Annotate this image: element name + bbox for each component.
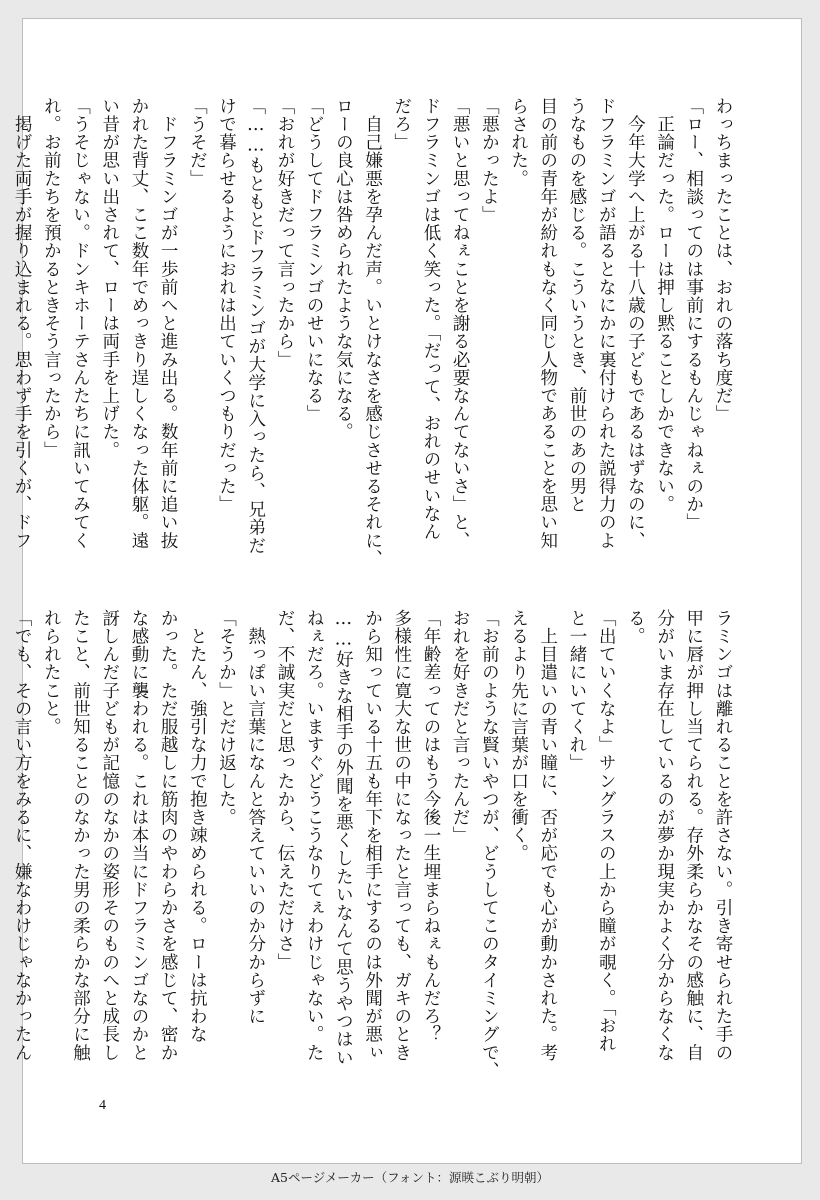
text-line: 「ロー、相談ってのは事前にするもんじゃねぇのか」 [683,97,704,532]
text-line: 「年齢差ってのはもう今後一生埋まらねぇもんだろ？ [420,609,441,1044]
text-line: い昔が思い出されて、ローは両手を上げた。 [99,97,120,459]
text-line: 目の前の青年が紛れもなく同じ人物であることを思い知 [537,97,558,550]
text-line: ローの良心は咎められたような気になる。 [333,97,354,441]
text-line: ドフラミンゴが一歩前へと進み出る。数年前に追い抜 [158,97,179,550]
text-line: から知っている十五も年下を相手にするのは外聞が悪ぃ [362,609,383,1062]
text-line: ラミンゴは離れることを許さない。引き寄せられた手の [713,609,733,1062]
text-line: 「うそじゃない。ドンキホーテさんたちに訊いてみてく [70,97,91,550]
text-line: 「おれが好きだって言ったから」 [274,97,295,369]
text-line: な感動に襲われる。これは本当にドフラミンゴなのかと [128,609,149,1062]
text-line: らされた。 [508,97,529,188]
text-line: 「悪いと思ってねぇことを謝る必要なんてないさ」と、 [450,97,471,550]
text-line: 訝しんだ子どもが記憶のなかの姿形そのものへと成長し [99,609,120,1062]
text-line: 正論だった。ローは押し黙ることしかできない。 [654,97,675,514]
text-line: ドフラミンゴが語るとなにかに裏付けられた説得力のよ [596,97,617,550]
text-line: 自己嫌悪を孕んだ声。いとけなさを感じさせるそれに、 [362,97,383,568]
text-line: ……好きな相手の外聞を悪くしたいなんて思うやつはい [333,609,354,1067]
text-line: かった。ただ服越しに筋肉のやわらかさを感じて、密か [158,609,179,1062]
text-line: 「どうしてドフラミンゴのせいになる」 [304,97,325,423]
text-line: 「でも、その言い方をみるに、嫌なわけじゃなかったん [12,609,33,1062]
text-line: れ。お前たちを預かるときそう言ったから」 [41,97,62,459]
text-line: けで暮らせるようにおれは出ていくつもりだった」 [216,97,237,514]
text-line: れられたこと。 [41,609,62,736]
text-line: わっちまったことは、おれの落ち度だ」 [713,97,733,423]
text-line: 「……もともとドフラミンゴが大学に入ったら、兄弟だ [245,97,266,555]
text-line: 「出ていくなよ」サングラスの上から瞳が覗く。「おれ [596,609,617,1053]
text-line: かれた背丈、ここ数年でめっきり逞しくなった体躯。遠 [128,97,149,550]
text-line: 多様性に寛大な世の中になったと言っても、ガキのとき [391,609,412,1062]
lower-text-block [12,609,737,1089]
text-line: 分がいま存在しているのが夢か現実かよく分からなくな [654,609,675,1062]
text-line: とたん、強引な力で抱き竦められる。ローは抗わな [187,609,208,1044]
text-line: 「そうか」とだけ返した。 [216,609,237,827]
text-line: 「悪かったよ」 [479,97,500,224]
text-line: 甲に唇が押し当てられる。存外柔らかなその感触に、自 [683,609,704,1062]
text-line: 熱っぽい言葉になんと答えていいのか分からずに [245,609,266,1026]
text-line: 上目遣いの青い瞳に、否が応でも心が動かされた。考 [537,609,558,1062]
text-line: 今年大学へ上がる十八歳の子どもであるはずなのに、 [625,97,646,550]
text-line: えるより先に言葉が口を衝く。 [508,609,529,863]
text-line: 「うそだ」 [187,97,208,188]
text-line: うなものを感じる。こういうとき、前世のあの男と [566,97,587,514]
text-line: ねぇだろ。いますぐどうこうなりてぇわけじゃない。た [304,609,325,1062]
manuscript-page [12,18,802,1164]
upper-text-block [12,97,737,568]
text-line: 「お前のような賢いやつが、どうしてこのタイミングで、 [479,609,500,1080]
text-line: だろ」 [391,97,412,152]
text-line: 掲げた両手が握り込まれる。思わず手を引くが、ドフ [12,97,33,550]
text-line: ドフラミンゴは低く笑った。「だって、おれのせいなん [420,97,441,541]
text-line: る。 [625,609,646,646]
text-line: たこと、前世知ることのなかった男の柔らかな部分に触 [70,609,91,1062]
text-line: だ、不誠実だと思ったから、伝えただけさ」 [274,609,295,971]
text-line: おれを好きだと言ったんだ」 [450,609,471,845]
footer-caption: A5ページメーカー（フォント：源暎こぶり明朝） [271,1170,549,1185]
text-line: と一緒にいてくれ」 [566,609,587,772]
page-number: 4 [99,1098,106,1113]
